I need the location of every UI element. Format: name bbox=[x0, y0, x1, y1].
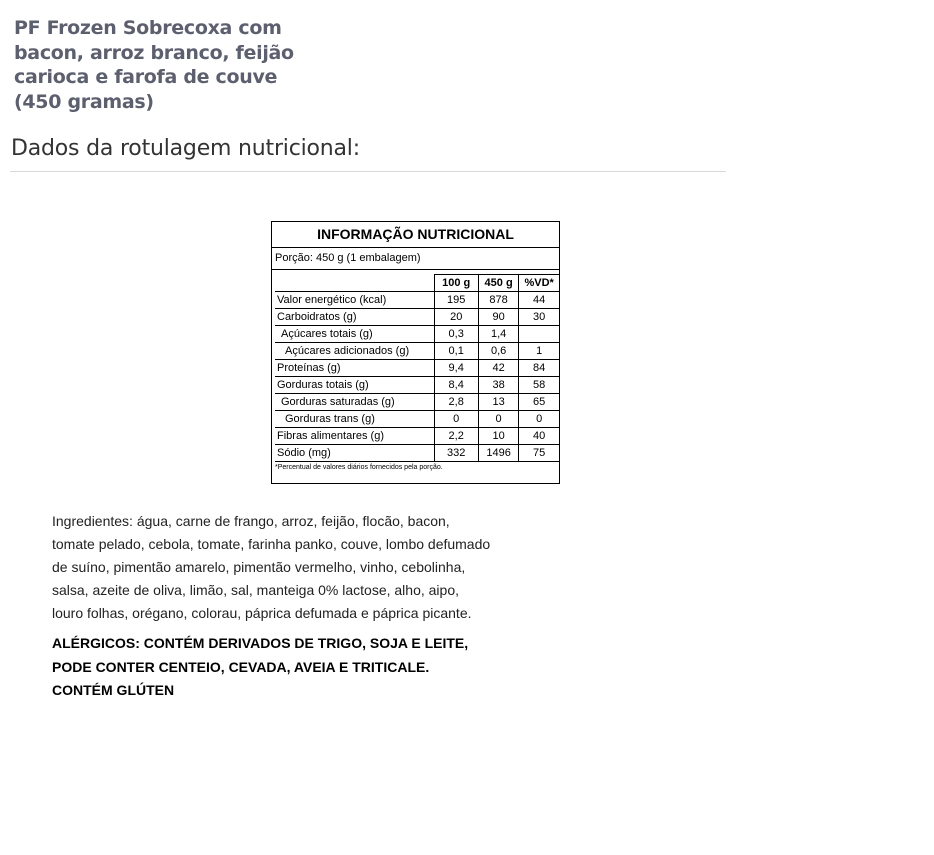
nutrient-name-cell: Proteínas (g) bbox=[275, 360, 434, 377]
ingredients-text bbox=[52, 510, 552, 625]
per-portion-cell: 38 bbox=[478, 377, 519, 394]
daily-value-cell bbox=[519, 326, 559, 343]
nutrition-row bbox=[275, 445, 559, 462]
per-portion-cell: 90 bbox=[478, 309, 519, 326]
per-portion-cell: 13 bbox=[478, 394, 519, 411]
column-header: %VD* bbox=[519, 275, 559, 292]
per-portion-cell: 0 bbox=[478, 411, 519, 428]
nutrient-name-cell: Gorduras trans (g) bbox=[275, 411, 434, 428]
per-portion-cell: 0,6 bbox=[478, 343, 519, 360]
daily-value-cell: 84 bbox=[519, 360, 559, 377]
ingredients-line: Ingredientes: água, carne de frango, arroz, feijão, flocão, bacon, bbox=[52, 513, 450, 529]
nutrient-name-cell: Carboidratos (g) bbox=[275, 309, 434, 326]
daily-value-cell: 44 bbox=[519, 292, 559, 309]
nutrient-name-cell: Açúcares adicionados (g) bbox=[275, 343, 434, 360]
per-100g-cell: 8,4 bbox=[434, 377, 478, 394]
column-header: 100 g bbox=[434, 275, 478, 292]
nutrition-row bbox=[275, 360, 559, 377]
nutrition-row bbox=[275, 428, 559, 445]
daily-value-cell: 75 bbox=[519, 445, 559, 462]
product-title-line: bacon, arroz branco, feijão bbox=[14, 41, 294, 64]
ingredients-line: louro folhas, orégano, colorau, páprica defumada e páprica picante. bbox=[52, 605, 472, 621]
allergens-line: CONTÉM GLÚTEN bbox=[52, 682, 175, 698]
per-100g-cell: 0 bbox=[434, 411, 478, 428]
per-100g-cell: 9,4 bbox=[434, 360, 478, 377]
daily-value-cell: 1 bbox=[519, 343, 559, 360]
daily-value-cell: 30 bbox=[519, 309, 559, 326]
per-portion-cell: 1,4 bbox=[478, 326, 519, 343]
column-header: 450 g bbox=[478, 275, 519, 292]
nutrient-name-cell: Açúcares totais (g) bbox=[275, 326, 434, 343]
product-title-line: carioca e farofa de couve bbox=[14, 66, 278, 88]
nutrient-name-cell: Fibras alimentares (g) bbox=[275, 428, 434, 445]
per-portion-cell: 10 bbox=[478, 428, 519, 445]
product-title-line: PF Frozen Sobrecoxa com bbox=[14, 17, 282, 39]
product-title bbox=[14, 16, 314, 114]
header-empty-cell bbox=[275, 275, 434, 292]
per-100g-cell: 0,1 bbox=[434, 343, 478, 360]
nutrition-row bbox=[275, 292, 559, 309]
product-title-line: (450 gramas) bbox=[14, 90, 154, 113]
daily-value-cell: 40 bbox=[519, 428, 559, 445]
per-100g-cell: 0,3 bbox=[434, 326, 478, 343]
per-100g-cell: 2,2 bbox=[434, 428, 478, 445]
nutrition-row bbox=[275, 411, 559, 428]
nutrition-row bbox=[275, 326, 559, 343]
nutrition-row bbox=[275, 377, 559, 394]
per-100g-cell: 195 bbox=[434, 292, 478, 309]
section-title: Dados da rotulagem nutricional: bbox=[11, 136, 360, 161]
daily-value-cell: 0 bbox=[519, 411, 559, 428]
nutrient-name-cell: Gorduras totais (g) bbox=[275, 377, 434, 394]
allergens-line: ALÉRGICOS: CONTÉM DERIVADOS DE TRIGO, SOJA E LEITE, bbox=[52, 635, 469, 651]
section-divider bbox=[10, 171, 726, 172]
ingredients-line: tomate pelado, cebola, tomate, farinha panko, couve, lombo defumado bbox=[52, 536, 491, 552]
nutrition-label bbox=[271, 221, 560, 484]
nutrition-row bbox=[275, 343, 559, 360]
allergens-text bbox=[52, 632, 572, 703]
nutrition-row bbox=[275, 309, 559, 326]
nutrition-label-title: INFORMAÇÃO NUTRICIONAL bbox=[272, 222, 559, 248]
per-portion-cell: 42 bbox=[478, 360, 519, 377]
nutrition-table bbox=[275, 274, 559, 462]
nutrition-footnote: *Percentual de valores diários fornecidos pela porção. bbox=[275, 464, 443, 471]
nutrition-header-row bbox=[275, 275, 559, 292]
per-100g-cell: 20 bbox=[434, 309, 478, 326]
nutrient-name-cell: Valor energético (kcal) bbox=[275, 292, 434, 309]
nutrient-name-cell: Gorduras saturadas (g) bbox=[275, 394, 434, 411]
per-100g-cell: 332 bbox=[434, 445, 478, 462]
portion-text: Porção: 450 g (1 embalagem) bbox=[272, 248, 559, 270]
nutrition-row bbox=[275, 394, 559, 411]
nutrient-name-cell: Sódio (mg) bbox=[275, 445, 434, 462]
daily-value-cell: 58 bbox=[519, 377, 559, 394]
ingredients-line: salsa, azeite de oliva, limão, sal, manteiga 0% lactose, alho, aipo, bbox=[52, 582, 460, 598]
daily-value-cell: 65 bbox=[519, 394, 559, 411]
ingredients-line: de suíno, pimentão amarelo, pimentão vermelho, vinho, cebolinha, bbox=[52, 559, 466, 575]
per-portion-cell: 1496 bbox=[478, 445, 519, 462]
per-100g-cell: 2,8 bbox=[434, 394, 478, 411]
allergens-line: PODE CONTER CENTEIO, CEVADA, AVEIA E TRITICALE. bbox=[52, 658, 430, 675]
per-portion-cell: 878 bbox=[478, 292, 519, 309]
